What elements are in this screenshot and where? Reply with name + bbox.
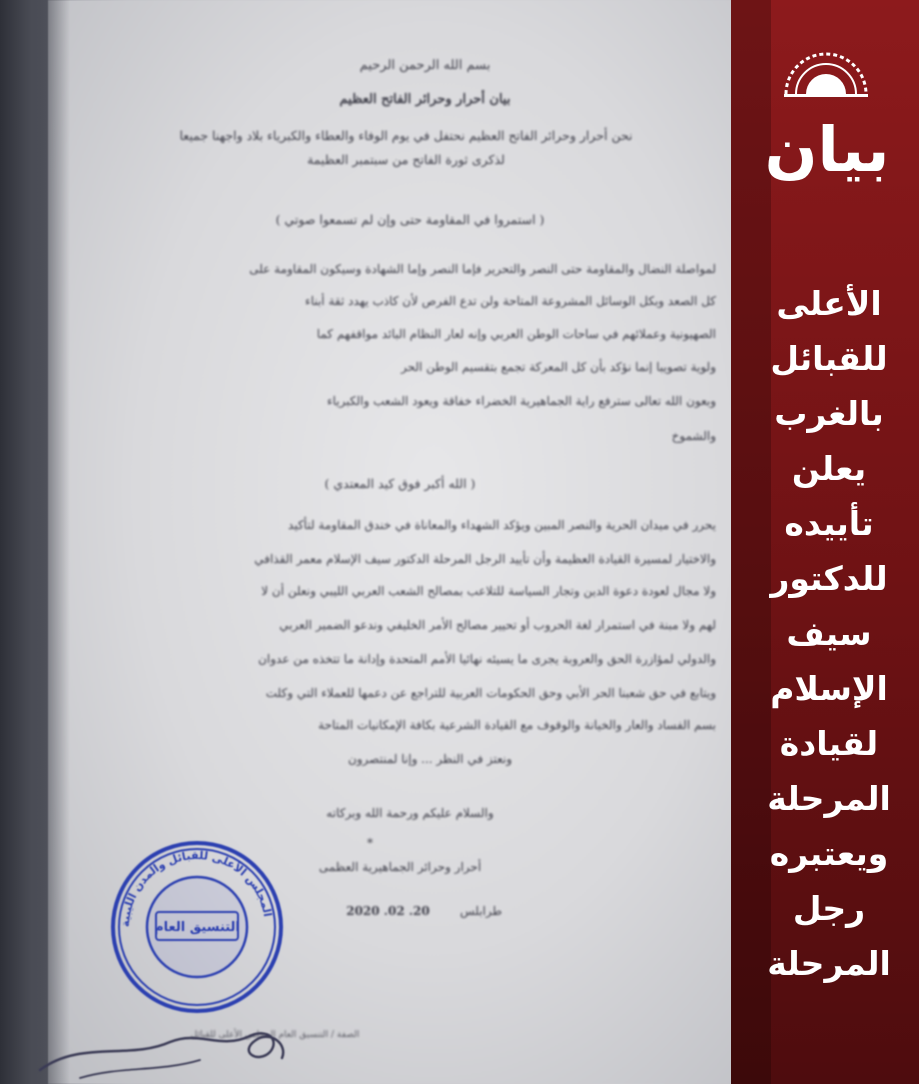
intro-line-2: لذكرى ثورة الفاتح من سبتمبر العظيمة [307, 152, 505, 167]
headline-line: ويعتبره [769, 834, 889, 873]
headline-line: لقيادة [779, 724, 879, 763]
document-heading: بيان أحرار وحرائر الفاتح العظيم [339, 92, 511, 107]
headline-line: تأييده [784, 504, 874, 543]
headline-line: بالغرب [774, 394, 884, 433]
body1-line-4: ولوية تصويبا إنما نؤكد بأن كل المعركة تجمع بتقسيم الوطن الحر [400, 360, 716, 374]
quote-2: ( الله أكبر فوق كيد المعتدي ) [324, 476, 476, 491]
body1-line-1: لمواصلة النضال والمقاومة حتى النصر والتحرير فإما النصر وإما الشهادة وسيكون المقاومة على [249, 262, 716, 276]
headline-line: المرحلة [767, 944, 891, 983]
newspaper-logo-icon [778, 48, 874, 108]
body1-line-6: والشموخ [671, 429, 716, 443]
basmala: بسم الله الرحمن الرحيم [359, 58, 491, 73]
stamp-ring-text: المجلس الأعلى للقبائل والمدن الليبية [118, 848, 275, 928]
closing-line: والسلام عليكم ورحمة الله وبركاته [326, 806, 494, 820]
signature-icon [20, 1000, 300, 1084]
body2-line-6: ويتابع في حق شعبنا الحر الأبي وحق الحكومات العربية للتراجع عن دعمها للعملاء التي وكلت [265, 686, 716, 700]
body2-line-2: والاختيار لمسيرة القيادة العظيمة وأن تأييد الرجل المرحلة الدكتور سيف الإسلام معمر القذافي [254, 552, 716, 566]
headline-line: سيف [786, 614, 872, 653]
intro-line-1: نحن أحرار وحرائر الفاتح العظيم نحتفل في يوم الوفاء والعطاء والكبرياء بلاد واجهنا جميعا [179, 128, 633, 143]
body1-line-2: كل الصعد وبكل الوسائل المشروعة المتاحة ولن تدع الفرص لأن كاذب يهدد ثقة أبناء [305, 294, 716, 308]
headline-line: الأعلى [776, 284, 882, 323]
headline-line: رجل [792, 889, 866, 928]
official-stamp-icon [108, 838, 286, 1016]
body2-line-4: لهم ولا مبنة في استمرار لغة الحروب أو تحيير مصالح الأمر الخليفي وندعو الضمير العربي [279, 618, 716, 632]
headline-line: للقبائل [770, 339, 888, 378]
quote-1: ( استمروا في المقاومة حتى وإن لم تسمعوا صوتي ) [275, 212, 545, 227]
stamp-caption: الصفة / التنسيق العام المجلس الأعلى للقبائل [190, 1030, 360, 1040]
body1-line-5: وبعون الله تعالى سترفع راية الجماهيرية الخضراء خفاقة ويعود الشعب والكبرياء [327, 394, 716, 408]
body2-line-8: ونعتز في النظر ... وإنا لمنتصرون [347, 752, 513, 766]
headline-line: للدكتور [770, 559, 888, 598]
paper-shadow [0, 0, 70, 1084]
headline-line: المرحلة [767, 779, 891, 818]
body2-line-3: ولا مجال لعودة دعوة الدين وتجار السياسة للتلاعب بمصالح الشعب العربي الليبي ونعلن أن لا [261, 584, 716, 598]
headline-line: يعلن [791, 449, 867, 488]
body2-line-7: بسم الفساد والعار والخيانة والوقوف مع القيادة الشرعية بكافة الإمكانيات المتاحة [318, 718, 716, 732]
headline-line: الإسلام [770, 669, 888, 708]
body2-line-5: والدولي لمؤازرة الحق والعروبة يجرى ما يسيئه نهائيا الأمم المتحدة وإدانة ما تتخذه من عدوان [258, 652, 716, 666]
headline-text [746, 276, 912, 991]
document-date: 2020 .02 .20 [346, 904, 430, 918]
signatory: أحرار وحرائر الجماهيرية العظمى [318, 860, 482, 874]
statement-title: بيان [764, 113, 890, 186]
body1-line-3: الصهيونية وعملائهم في ساحات الوطن العربي وإنه لعار النظام البائد مواقفهم كما [316, 327, 716, 341]
closing-mark: * [367, 836, 373, 850]
body2-line-1: يحرر في ميدان الحرية والنصر المبين ويؤكد الشهداء والمعاناة في خندق المقاومة لتأكيد [288, 518, 716, 532]
stamp-center-text: التنسيق العام [154, 920, 240, 935]
document-city: طرابلس [459, 904, 503, 918]
